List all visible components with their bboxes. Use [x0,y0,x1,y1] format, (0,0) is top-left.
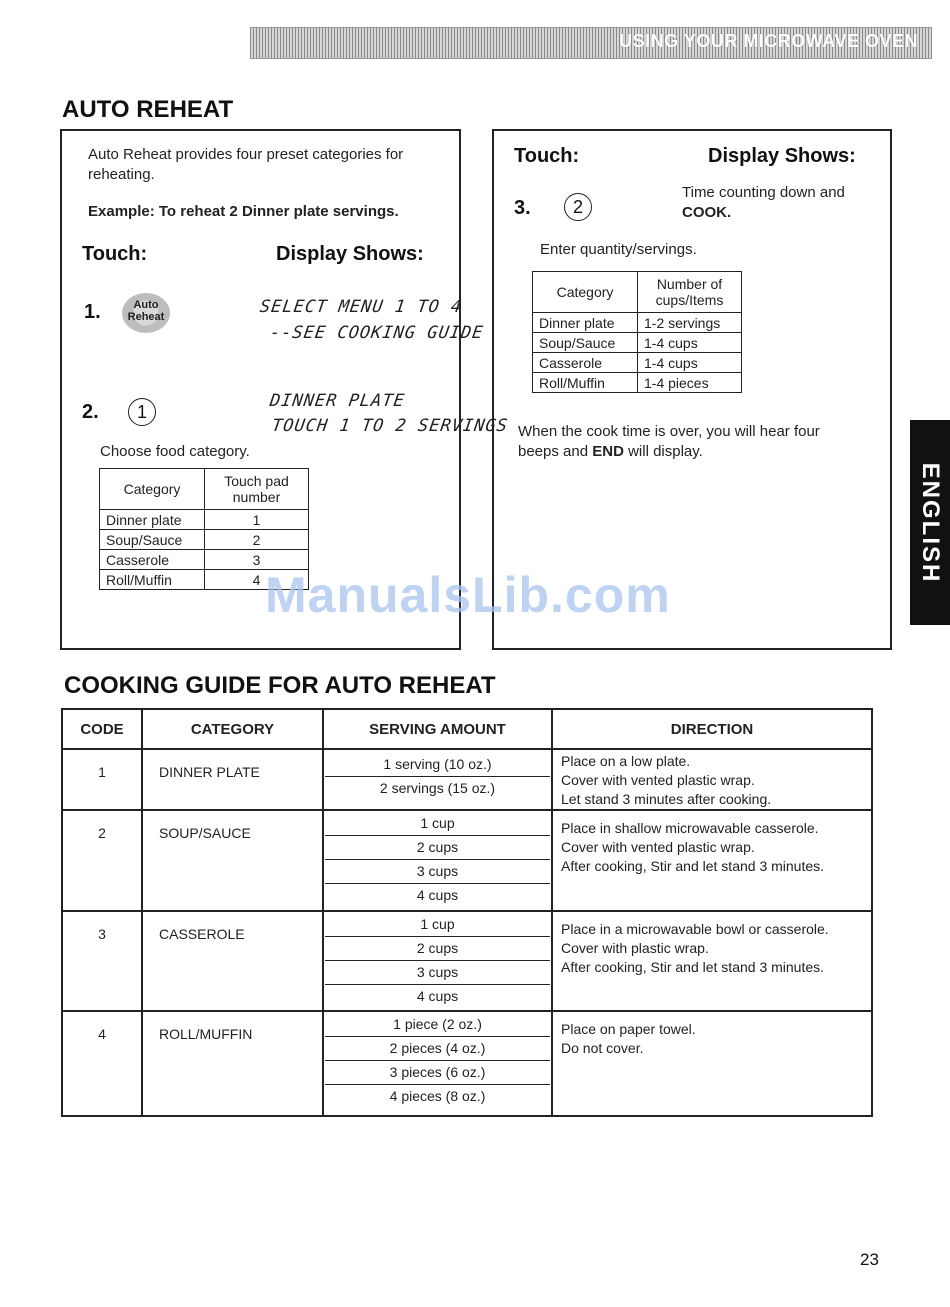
category-cell: SOUP/SAUCE [142,810,323,911]
column-header-category: CATEGORY [142,709,323,749]
serving-cell [323,1011,552,1116]
number-1-pad-icon: 1 [128,398,156,426]
step-1-number: 1. [84,301,101,323]
language-tab [910,420,950,625]
table-row [62,749,872,810]
end-note-tail: will display. [623,443,703,460]
section-banner [250,27,932,59]
serving-cell [323,749,552,810]
step-3-number: 3. [514,197,531,219]
table-cell: Soup/Sauce [100,530,205,550]
table-row [100,510,309,530]
display-step1-line2: --SEE COOKING GUIDE [268,323,485,343]
quantity-table [532,271,742,393]
code-cell: 1 [62,749,142,810]
page-number: 23 [860,1250,879,1269]
serving-item: 4 cups [416,988,459,1004]
serving-item: 2 servings (15 oz.) [379,780,496,796]
auto-reheat-pad-icon [122,293,170,333]
table-cell: 3 [205,550,309,570]
table-header: Category [533,272,638,313]
table-cell: Roll/Muffin [533,373,638,393]
serving-item: 4 cups [416,887,459,903]
category-cell: CASSEROLE [142,911,323,1011]
table-row [533,373,742,393]
serving-cell [323,911,552,1011]
direction-line: Cover with plastic wrap. [561,940,709,956]
end-label: END [592,443,624,460]
column-header-code: CODE [62,709,142,749]
table-cell: Casserole [100,550,205,570]
serving-item: 2 cups [325,937,550,961]
auto-reheat-title: AUTO REHEAT [62,96,234,123]
table-cell: 1-4 pieces [638,373,742,393]
table-cell: 1-4 cups [638,353,742,373]
direction-cell [552,749,872,810]
language-tab-label: ENGLISH [917,462,944,583]
table-row [533,313,742,333]
table-row [62,911,872,1011]
table-header: Number of cups/Items [638,272,742,313]
serving-item: 2 pieces (4 oz.) [325,1037,550,1061]
direction-line: Do not cover. [561,1040,644,1056]
cooking-guide-title: COOKING GUIDE FOR AUTO REHEAT [64,672,496,699]
example-text: Example: To reheat 2 Dinner plate servings. [88,203,399,220]
display-step2-line2: TOUCH 1 TO 2 SERVINGS [270,416,510,436]
table-cell: Dinner plate [533,313,638,333]
table-cell: Casserole [533,353,638,373]
step-2-number: 2. [82,401,99,423]
category-cell: ROLL/MUFFIN [142,1011,323,1116]
banner-text: USING YOUR MICROWAVE OVEN [619,31,918,51]
display-header: Display Shows: [708,145,856,167]
cooking-guide-table [61,708,873,1117]
direction-line: Place in a microwavable bowl or casserole. [561,921,829,937]
direction-line: Cover with vented plastic wrap. [561,839,755,855]
display-step3-line2: COOK. [682,204,732,221]
direction-line: Cover with vented plastic wrap. [561,772,755,788]
pad-label-line1: Auto [133,299,159,311]
code-cell: 3 [62,911,142,1011]
direction-cell [552,1011,872,1116]
end-note [518,422,858,462]
watermark: ManualsLib.com [265,567,671,623]
serving-item: 1 serving (10 oz.) [325,753,550,777]
table-cell: Dinner plate [100,510,205,530]
table-cell: 1-2 servings [638,313,742,333]
direction-line: After cooking, Stir and let stand 3 minutes. [561,959,825,975]
serving-item: 3 pieces (6 oz.) [325,1061,550,1085]
column-header-direction: DIRECTION [552,709,872,749]
direction-cell [552,810,872,911]
table-row [62,1011,872,1116]
serving-item: 3 cups [325,860,550,884]
direction-line: Place in shallow microwavable casserole. [561,820,819,836]
pad-label-line2: Reheat [127,311,165,323]
touch-header: Touch: [82,243,148,265]
display-step3-line1: Time counting down and [682,184,845,201]
table-row [533,333,742,353]
display-header: Display Shows: [276,243,424,265]
serving-item: 1 cup [325,913,550,937]
display-step1-line1: SELECT MENU 1 TO 4 [258,297,464,317]
touch-header: Touch: [514,145,580,167]
table-cell: 1 [205,510,309,530]
table-cell: 4 [205,570,309,590]
table-row [100,530,309,550]
serving-item: 1 cup [325,812,550,836]
table-row [62,810,872,911]
intro-text: Auto Reheat provides four preset categories for reheating. [88,146,404,183]
step3-caption: Enter quantity/servings. [540,241,697,258]
display-step2-line1: DINNER PLATE [268,391,407,411]
table-cell: 1-4 cups [638,333,742,353]
step2-caption: Choose food category. [100,443,250,460]
table-cell: Soup/Sauce [533,333,638,353]
table-header: Touch pad number [205,469,309,510]
table-cell: Roll/Muffin [100,570,205,590]
direction-line: Place on paper towel. [561,1021,696,1037]
category-cell: DINNER PLATE [142,749,323,810]
code-cell: 2 [62,810,142,911]
direction-line: After cooking, Stir and let stand 3 minutes. [561,858,825,874]
serving-item: 1 piece (2 oz.) [325,1013,550,1037]
serving-item: 4 pieces (8 oz.) [389,1088,486,1104]
serving-item: 3 cups [325,961,550,985]
table-row [533,353,742,373]
table-header: Category [100,469,205,510]
column-header-serving: SERVING AMOUNT [323,709,552,749]
code-cell: 4 [62,1011,142,1116]
number-2-pad-icon: 2 [564,193,592,221]
direction-line: Place on a low plate. [561,753,691,769]
end-note-text: When the cook time is over, you will hear four beeps and [518,423,820,460]
table-cell: 2 [205,530,309,550]
direction-line: Let stand 3 minutes after cooking. [561,791,772,807]
serving-cell [323,810,552,911]
serving-item: 2 cups [325,836,550,860]
direction-cell [552,911,872,1011]
